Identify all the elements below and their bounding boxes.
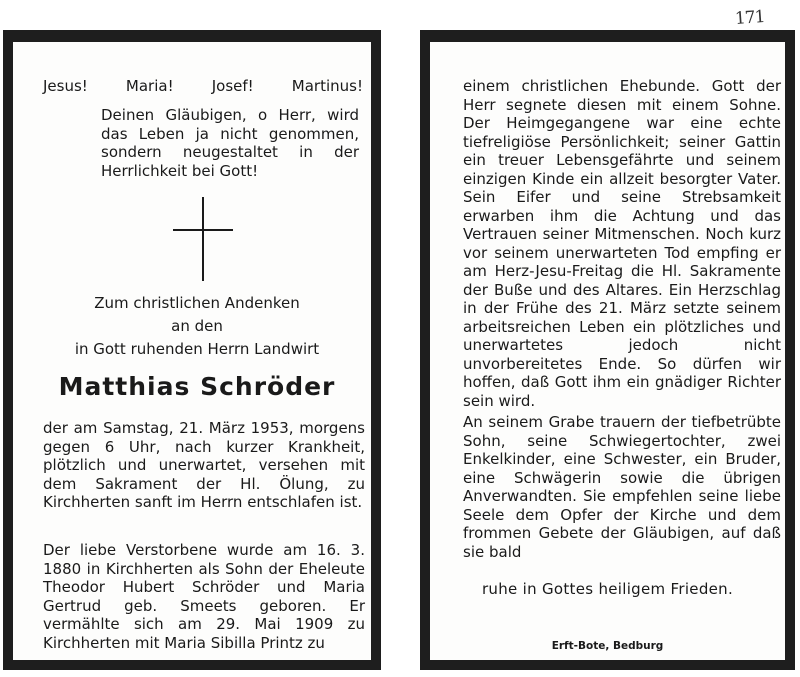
invocation-martinus: Martinus!: [291, 77, 363, 95]
memorial-heading: [13, 292, 381, 361]
biography-paragraph: Der liebe Verstorbene wurde am 16. 3. 1880 in Kirchherten als Sohn der Eheleute Theodor Hubert Schröder und Maria Gertrud geb. Smeets geboren. Er vermählte sich am 29. Mai 1909 zu Kirchherten mit Maria Sibilla Printz zu: [43, 541, 365, 652]
memorial-line-1: Zum christlichen Andenken: [94, 294, 300, 312]
family-paragraph: einem christlichen Ehebunde. Gott der Herr segnete diesen mit einem Sohne. Der Heimgegangene war eine echte tiefreligiöse Persönlichkeit; seiner Gattin ein treuer Lebensgefährte und seinem einzigen Kinde ein allzeit besorgter Vater. Sein Eifer und seine Strebsamkeit erwarben ihm die Achtung und das Vertrauen seiner Mitmenschen. Noch kurz vor seinem unerwarteten Tod empfing er am Herz-Jesu-Freitag die Hl. Sakramente der Buße und des Altares. Ein Herzschlag in der Frühe des 21. März setzte seinem arbeitsreichen Leben ein plötzliches und unerwartetes jedoch nicht unvorbereitetes Ende. So dürfen wir hoffen, daß Gott ihm ein gnädiger Richter sein wird.: [463, 77, 781, 410]
invocation-maria: Maria!: [125, 77, 174, 95]
right-card-inner: [430, 42, 785, 660]
left-card-inner: [13, 42, 371, 660]
intro-verse: Deinen Gläubigen, o Herr, wird das Leben ja nicht genommen, sondern neugestaltet in der Herrlichkeit bei Gott!: [101, 106, 359, 180]
invocation-josef: Josef!: [211, 77, 254, 95]
closing-line: ruhe in Gottes heiligem Frieden.: [481, 580, 734, 598]
left-card: [3, 30, 381, 670]
memorial-line-3: in Gott ruhenden Herrn Landwirt: [74, 340, 320, 358]
mourners-paragraph: An seinem Grabe trauern der tiefbetrübte Sohn, seine Schwiegertochter, zwei Enkelkinder, eine Schwester, ein Bruder, eine Schwägerin sowie die übrigen Anverwandten. Sie empfehlen seine liebe Seele dem Opfer der Kirche und dem frommen Gebete der Gläubigen, auf daß sie bald: [463, 413, 781, 561]
invocation-jesus: Jesus!: [43, 77, 88, 95]
printer-imprint: Erft-Bote, Bedburg: [551, 640, 664, 652]
right-card: [420, 30, 795, 670]
deceased-name: Matthias Schröder: [58, 372, 336, 401]
archive-number: 171: [734, 6, 766, 30]
cross-icon: [173, 197, 233, 281]
memorial-line-2: an den: [171, 317, 223, 335]
invocation-line: [43, 77, 363, 95]
death-paragraph: der am Samstag, 21. März 1953, morgens gegen 6 Uhr, nach kurzer Krankheit, plötzlich und unerwartet, versehen mit dem Sakrament der Hl. Ölung, zu Kirchherten sanft im Herrn entschlafen ist.: [43, 419, 365, 511]
